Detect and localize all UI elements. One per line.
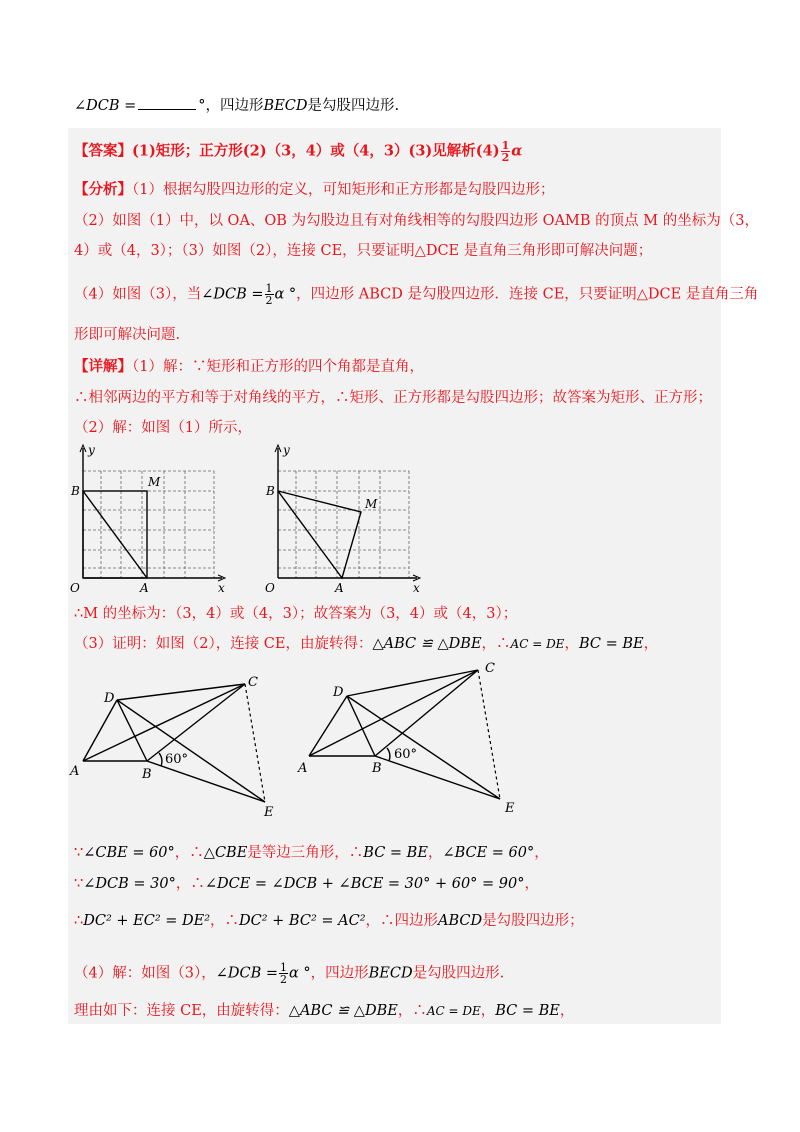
fig1b-label-A: A	[335, 581, 344, 595]
d6-f: BC = BE	[363, 845, 428, 861]
fig1b-label-x: x	[413, 581, 420, 595]
fig1-label-x: x	[218, 581, 225, 595]
analysis-line-1	[74, 180, 554, 200]
d8-e: ，∴四边形	[365, 913, 439, 929]
d7-c: ，∴	[175, 876, 205, 892]
detail-line-7	[74, 874, 539, 894]
detail-line-3: （2）解：如图（1）所示，	[74, 420, 252, 436]
analysis-4-alpha: α °	[274, 286, 297, 303]
fig1b-label-y: y	[283, 443, 290, 457]
d10-d: AC = DE	[426, 1004, 481, 1018]
fig3-label-C: C	[485, 661, 495, 676]
d7-b: ∠DCB = 30°	[83, 876, 176, 892]
d7-a: ∵	[74, 876, 84, 892]
analysis-line-4	[74, 283, 758, 306]
frac-den: 2	[501, 151, 510, 164]
d9-d: 是勾股四边形.	[412, 965, 505, 982]
figure-1b	[265, 440, 425, 595]
fig3-angle-label: 60°	[394, 747, 418, 762]
fig3-label-D: D	[333, 685, 344, 700]
answer-blank	[138, 97, 196, 110]
q-unit: °，四边形	[198, 98, 264, 114]
q-angle: ∠DCB =	[74, 98, 137, 114]
analysis-line-5: 形即可解决问题.	[74, 327, 181, 343]
figure-1	[70, 440, 230, 595]
detail-line-2: ∴相邻两边的平方和等于对角线的平方，∴矩形、正方形都是勾股四边形；故答案为矩形、正方形；	[74, 390, 712, 406]
d6-c: ，∴	[174, 845, 204, 861]
d6-e: 是等边三角形，∴	[247, 845, 364, 861]
analysis-4-fraction	[265, 283, 274, 306]
d8-b: DC² + EC² = DE²	[83, 913, 211, 929]
detail-line-5	[74, 634, 658, 654]
question-tail	[74, 96, 399, 116]
d8-g: 是勾股四边形；	[482, 913, 584, 929]
fig1b-shapes	[278, 448, 417, 578]
d10-e: ，	[480, 1003, 496, 1019]
fig2-angle-label: 60°	[165, 752, 189, 767]
fig3-label-B: B	[372, 761, 382, 776]
fig2-dotted-CE	[245, 684, 265, 802]
detail-line-10	[74, 1001, 574, 1021]
d8-d: DC² + BC² = AC²	[239, 913, 366, 929]
analysis-text-1: （1）根据勾股四边形的定义，可知矩形和正方形都是勾股四边形；	[132, 182, 555, 198]
d10-b: △ABC ≌ △DBE	[288, 1003, 398, 1019]
detail-line-8	[74, 911, 584, 931]
answer-line	[74, 140, 522, 163]
d9-fraction	[279, 962, 288, 985]
fig1b-label-B: B	[266, 484, 275, 498]
fig3-label-E: E	[505, 801, 515, 816]
detail-tag: 【详解】	[74, 358, 132, 375]
fig3-label-A: A	[298, 761, 308, 776]
answer-text: (1)矩形；正方形(2)（3，4）或（4，3）(3)见解析(4)	[132, 142, 500, 160]
d10-f: BC = BE	[495, 1003, 560, 1019]
d10-c: ，∴	[397, 1003, 427, 1019]
d6-b: ∠CBE = 60°	[83, 845, 175, 861]
fig1b-grid	[278, 471, 409, 578]
answer-fraction	[501, 140, 511, 163]
fig1-shapes	[83, 448, 222, 578]
fig1-label-B: B	[71, 484, 80, 498]
d8-f: ABCD	[438, 913, 483, 929]
frac-num: 1	[501, 139, 510, 152]
fig2-label-B: B	[142, 767, 152, 782]
fig1-label-M: M	[148, 475, 161, 489]
d6-a: ∵	[74, 845, 84, 861]
analysis-4a: （4）如图（3），当	[74, 286, 202, 303]
fig2-label-A: A	[70, 764, 80, 779]
d9-a: （4）解：如图（3），	[74, 965, 216, 982]
frac-den: 2	[265, 294, 273, 307]
d9-c: BECD	[368, 965, 413, 982]
d7-e: ，	[524, 876, 540, 892]
figure-3	[292, 660, 522, 820]
d7-d: ∠DCE = ∠DCB + ∠BCE = 30° + 60° = 90°	[204, 876, 525, 892]
fig1-label-O: O	[70, 581, 80, 595]
d5-g: ，	[643, 636, 659, 652]
q-end: 是勾股四边形.	[307, 98, 400, 114]
detail-line-4: ∴M 的坐标为：（3，4）或（4，3）；故答案为（3，4）或（4，3）；	[74, 606, 518, 622]
d6-d: △CBE	[203, 845, 248, 861]
detail-line-6	[74, 843, 549, 863]
d5-b: △ABC ≌ △DBE	[372, 636, 482, 652]
q-quad: BECD	[263, 98, 308, 114]
frac-den: 2	[280, 973, 287, 986]
detail-text-1: （1）解：∵矩形和正方形的四个角都是直角，	[132, 359, 424, 375]
fig2-label-E: E	[264, 805, 274, 820]
d6-h: ∠BCE = 60°	[442, 845, 535, 861]
detail-line-1	[74, 357, 424, 377]
fig1b-label-O: O	[265, 581, 275, 595]
d10-g: ，	[559, 1003, 575, 1019]
d5-c: ，∴	[481, 636, 511, 652]
d6-g: ，	[427, 845, 443, 861]
answer-alpha: α	[511, 142, 523, 160]
fig3-dotted-CE	[478, 670, 500, 799]
analysis-4-angle: ∠DCB =	[201, 286, 264, 303]
analysis-line-3: 4）或（4，3）；（3）如图（2），连接 CE，只要证明△DCE 是直角三角形即可解决问题；	[74, 243, 653, 259]
d9-b: ，四边形	[310, 965, 369, 982]
analysis-4b: ，四边形 ABCD 是勾股四边形．连接 CE，只要证明△DCE 是直角三角	[296, 286, 759, 303]
d5-f: BC = BE	[578, 636, 644, 652]
fig2-label-C: C	[248, 675, 258, 690]
d6-i: ，	[534, 845, 549, 861]
d9-alpha: α °	[289, 965, 311, 982]
d8-c: ，∴	[210, 913, 240, 929]
detail-line-9	[74, 962, 504, 985]
fig2-label-D: D	[104, 691, 115, 706]
d10-a: 理由如下：连接 CE，由旋转得：	[74, 1003, 289, 1019]
analysis-tag: 【分析】	[74, 181, 132, 198]
fig1-label-y: y	[88, 443, 95, 457]
fig1b-label-M: M	[365, 497, 378, 511]
d9-angle: ∠DCB =	[215, 965, 278, 982]
frac-num: 1	[265, 282, 273, 295]
d5-d: AC = DE	[510, 637, 565, 651]
frac-num: 1	[280, 961, 287, 974]
d5-a: （3）证明：如图（2），连接 CE，由旋转得：	[74, 636, 373, 652]
analysis-line-2: （2）如图（1）中，以 OA、OB 为勾股边且有对角线相等的勾股四边形 OAMB 的顶点 M 的坐标为（3，	[74, 213, 759, 229]
fig1-label-A: A	[140, 581, 149, 595]
answer-tag: 【答案】	[74, 142, 132, 160]
d8-a: ∴	[74, 913, 84, 929]
d5-e: ，	[564, 636, 579, 652]
figure-2	[66, 668, 296, 818]
